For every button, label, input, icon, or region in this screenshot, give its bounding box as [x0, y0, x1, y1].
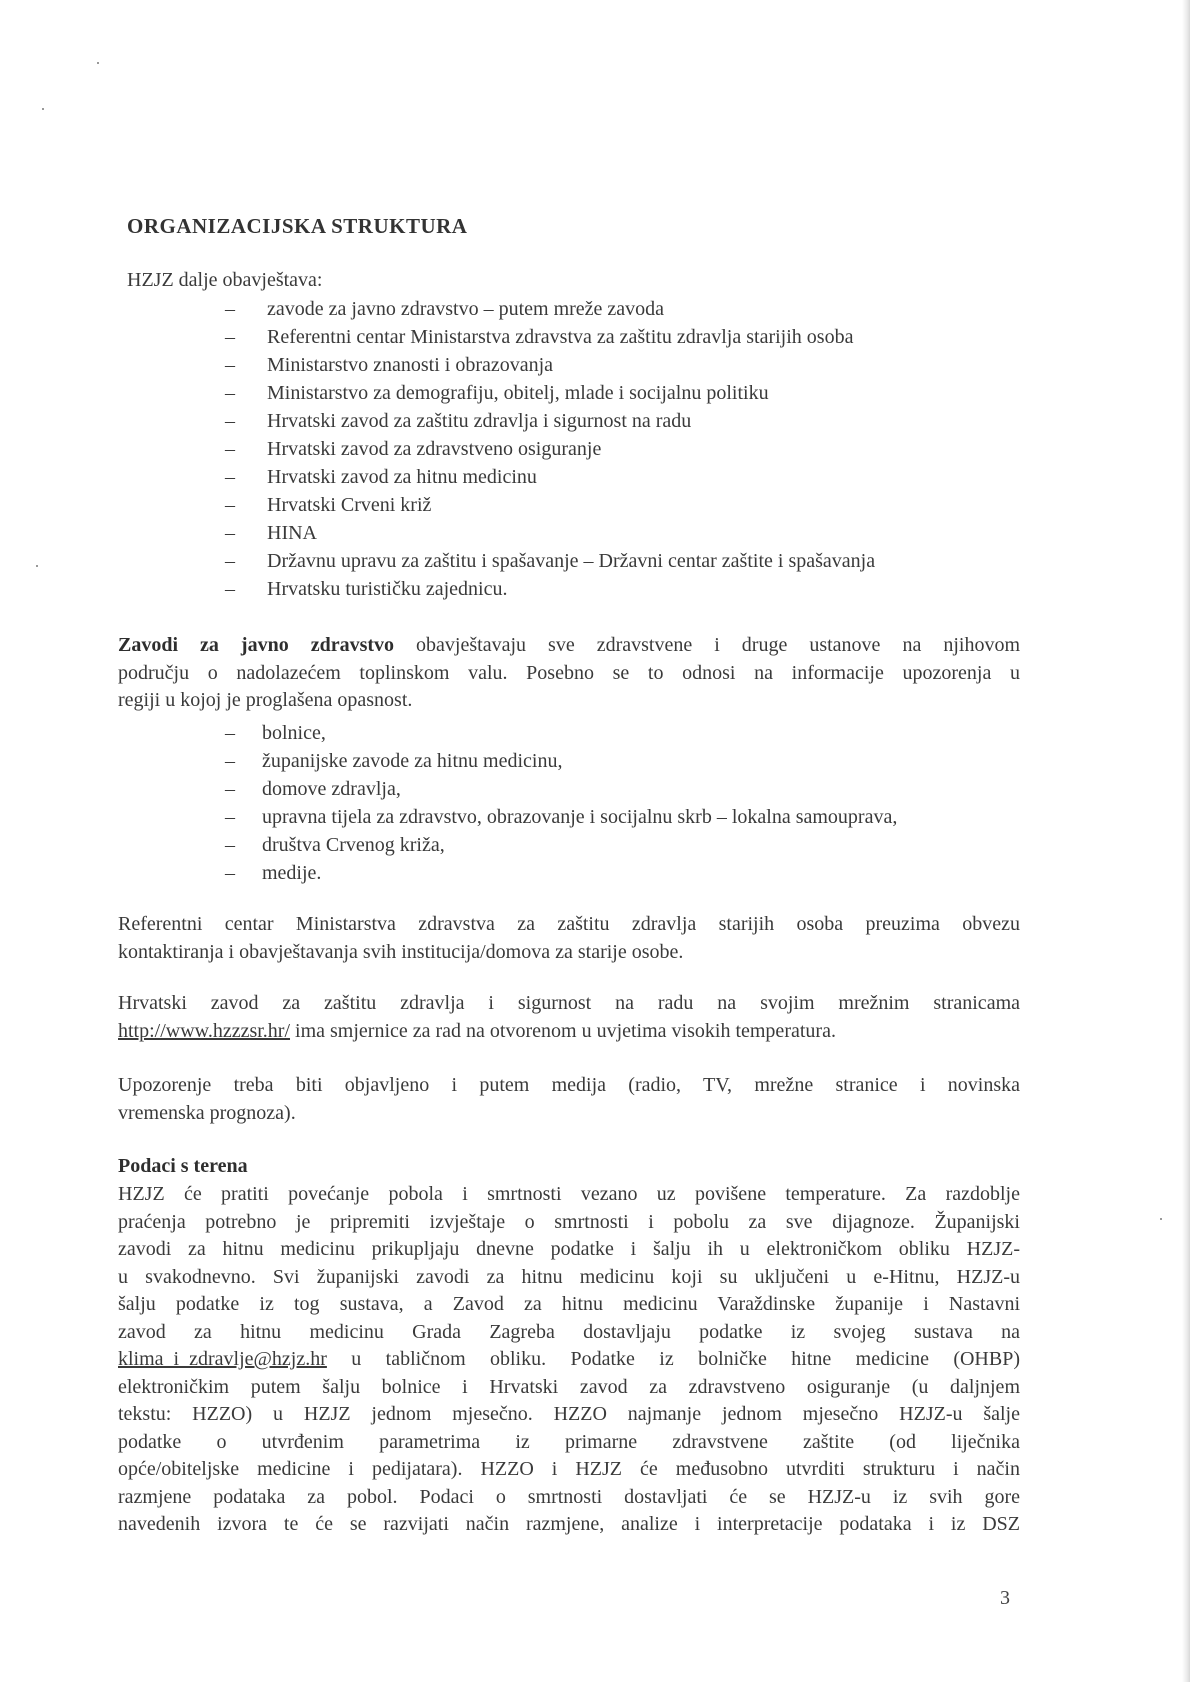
paragraph-podaci [118, 1181, 1020, 1539]
dash-bullet: – [225, 778, 235, 800]
list-item-text: HINA [267, 522, 317, 544]
dash-bullet: – [225, 522, 235, 544]
paragraph-line: tekstu: HZZO) u HZJZ jednom mjesečno. HZZO najmanje jednom mjesečno HZJZ-u šalje [118, 1403, 1020, 1425]
list-item-text: Hrvatski zavod za zaštitu zdravlja i sigurnost na radu [267, 410, 692, 432]
dash-bullet: – [225, 722, 235, 744]
dash-bullet: – [225, 438, 235, 460]
paragraph-line: Upozorenje treba biti objavljeno i putem medija (radio, TV, mrežne stranice i novinska [118, 1074, 1020, 1096]
list-item-text: medije. [262, 862, 322, 884]
intro-text: HZJZ dalje obavještava: [127, 269, 323, 291]
list-item-text: domove zdravlja, [262, 778, 401, 800]
paragraph-line: HZJZ će pratiti povećanje pobola i smrtnosti vezano uz povišene temperature. Za razdoblje [118, 1183, 1020, 1205]
paragraph-line: Hrvatski zavod za zaštitu zdravlja i sigurnost na radu na svojim mrežnim stranicama [118, 992, 1020, 1014]
paragraph-line: praćenja potrebno je pripremiti izvještaje o smrtnosti i pobolu za sve dijagnoze. Županijski [118, 1210, 1020, 1233]
dash-bullet: – [225, 382, 235, 404]
dash-bullet: – [225, 326, 235, 348]
paragraph-line: opće/obiteljske medicine i pedijatara). HZZO i HZJZ će međusobno utvrditi strukturu i način [118, 1458, 1020, 1480]
paragraph-line [118, 1018, 1020, 1046]
paragraph-line: šalju podatke iz tog sustava, a Zavod za hitnu medicinu Varaždinske županije i Nastavni [118, 1293, 1020, 1315]
paragraph-line: podatke o utvrđenim parametrima iz primarne zdravstvene zaštite (od liječnika [118, 1430, 1020, 1453]
paragraph-line-text: ima smjernice za rad na otvorenom u uvjetima visokih temperatura. [290, 1019, 836, 1042]
paragraph-line: zavod za hitnu medicinu Grada Zagreba dostavljaju podatke iz svojeg sustava na [118, 1320, 1020, 1343]
dash-bullet: – [225, 862, 235, 884]
scan-speck [1160, 1218, 1162, 1220]
paragraph-line: elektroničkim putem šalju bolnice i Hrvatski zavod za zdravstveno osiguranje (u daljnjem [118, 1375, 1020, 1398]
scan-speck [36, 565, 38, 567]
scan-speck [97, 62, 99, 64]
paragraph-line: kontaktiranja i obavještavanja svih institucija/domova za starije osobe. [118, 940, 684, 963]
dash-bullet: – [225, 494, 235, 516]
list-item-text: Hrvatsku turističku zajednicu. [267, 578, 508, 600]
dash-bullet: – [225, 466, 235, 488]
paragraph-line: u svakodnevno. Svi županijski zavodi za hitnu medicinu koji su uključeni u e-Hitnu, HZJZ-u [118, 1265, 1020, 1288]
paragraph-line [118, 632, 1020, 660]
list-item-text: Ministarstvo znanosti i obrazovanja [267, 354, 554, 376]
paragraph-line [118, 1346, 1020, 1374]
paragraph-line: regiji u kojoj je proglašena opasnost. [118, 689, 413, 711]
section-heading: ORGANIZACIJSKA STRUKTURA [127, 214, 468, 238]
paragraph-upozorenje [118, 1072, 1020, 1127]
paragraph-line: području o nadolazećem toplinskom valu. Posebno se to odnosi na informacije upozorenja u [118, 661, 1020, 684]
dash-bullet: – [225, 834, 235, 856]
dash-bullet: – [225, 806, 235, 828]
paragraph-line: navedenih izvora te će se razvijati način razmjene, analize i interpretacije podataka i iz DSZ [118, 1513, 1020, 1535]
list-item-text: Hrvatski zavod za zdravstveno osiguranje [267, 438, 602, 460]
paragraph-zavodi [118, 632, 1020, 715]
dash-bullet: – [225, 410, 235, 432]
paragraph-line: Referentni centar Ministarstva zdravstva za zaštitu zdravlja starijih osoba preuzima obvezu [118, 913, 1020, 935]
paragraph-line: zavodi za hitnu medicinu prikupljaju dnevne podatke i šalju ih u elektroničkom obliku HZJZ- [118, 1238, 1020, 1260]
list-item-text: županijske zavode za hitnu medicinu, [262, 750, 563, 772]
list-item-text: Ministarstvo za demografiju, obitelj, mlade i socijalnu politiku [267, 382, 769, 404]
dash-bullet: – [225, 578, 235, 600]
scan-edge-shadow [1182, 0, 1190, 1682]
paragraph-line: razmjene podataka za pobol. Podaci o smrtnosti dostavljati će se HZJZ-u iz svih gore [118, 1485, 1020, 1508]
dash-bullet: – [225, 298, 235, 320]
list-item-text: upravna tijela za zdravstvo, obrazovanje i socijalnu skrb – lokalna samouprava, [262, 806, 898, 828]
list-item-text: Državnu upravu za zaštitu i spašavanje – Državni centar zaštite i spašavanja [267, 550, 876, 572]
email-link[interactable]: klima_i_zdravlje@hzjz.hr [118, 1348, 327, 1370]
list-item-text: bolnice, [262, 722, 326, 744]
list-item-text: društva Crvenog križa, [262, 834, 445, 856]
list-item-text: zavode za javno zdravstvo – putem mreže zavoda [267, 298, 665, 320]
paragraph-hzzzsr [118, 990, 1020, 1045]
dash-bullet: – [225, 750, 235, 772]
paragraph-referentni-centar [118, 911, 1020, 966]
bold-lead: Zavodi za javno zdravstvo [118, 634, 395, 656]
dash-bullet: – [225, 354, 235, 376]
paragraph-line-text: u tabličnom obliku. Podatke iz bolničke hitne medicine (OHBP) [326, 1348, 1020, 1370]
paragraph-line: vremenska prognoza). [118, 1101, 296, 1124]
hzzzsr-link[interactable]: http://www.hzzzsr.hr/ [118, 1019, 291, 1042]
list-item-text: Referentni centar Ministarstva zdravstva za zaštitu zdravlja starijih osoba [267, 326, 854, 348]
scan-speck [42, 108, 44, 110]
sub-heading: Podaci s terena [118, 1155, 248, 1177]
page-number: 3 [1000, 1587, 1010, 1609]
dash-bullet: – [225, 550, 235, 572]
list-item-text: Hrvatski Crveni križ [267, 494, 432, 516]
paragraph-line-text: obavještavaju sve zdravstvene i druge ustanove na njihovom [394, 634, 1021, 656]
list-item-text: Hrvatski zavod za hitnu medicinu [267, 466, 537, 488]
